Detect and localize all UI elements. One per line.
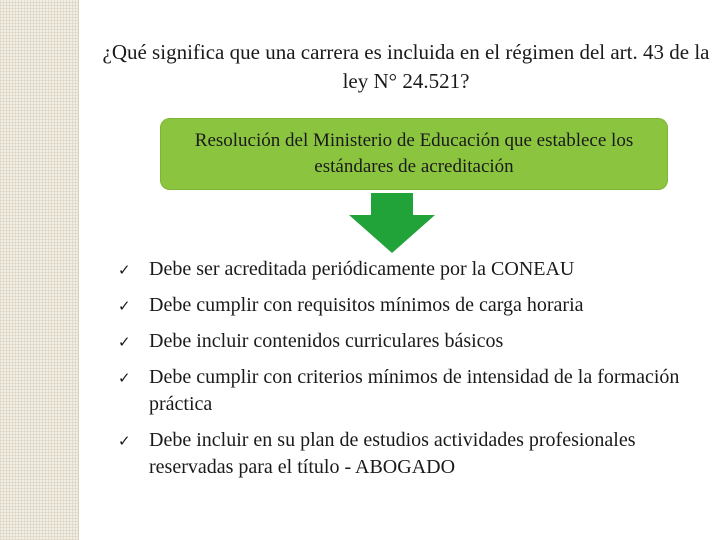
decorative-side-strip [0,0,78,540]
check-icon: ✓ [118,369,131,387]
slide-title: ¿Qué significa que una carrera es incluida en el régimen del art. 43 de la ley N° 24.521? [102,40,710,93]
requirements-list [118,256,708,490]
resolution-box-text: Resolución del Ministerio de Educación que establece los estándares de acreditación [194,130,634,177]
list-item [118,427,708,481]
list-item [118,256,708,283]
check-icon: ✓ [118,333,131,351]
check-icon: ✓ [118,297,131,315]
list-item [118,292,708,319]
down-arrow-icon [349,193,435,253]
check-icon: ✓ [118,432,131,450]
list-item [118,328,708,355]
list-item-text: Debe incluir contenidos curriculares básicos [149,330,504,352]
check-icon: ✓ [118,261,131,279]
side-divider [78,0,79,540]
resolution-box [160,118,668,190]
list-item-text: Debe cumplir con criterios mínimos de intensidad de la formación práctica [149,366,680,415]
list-item-text: Debe ser acreditada periódicamente por la CONEAU [149,258,575,280]
list-item-text: Debe cumplir con requisitos mínimos de carga horaria [149,294,584,316]
list-item-text: Debe incluir en su plan de estudios actividades profesionales reservadas para el título - ABOGADO [149,429,636,478]
list-item [118,364,708,418]
